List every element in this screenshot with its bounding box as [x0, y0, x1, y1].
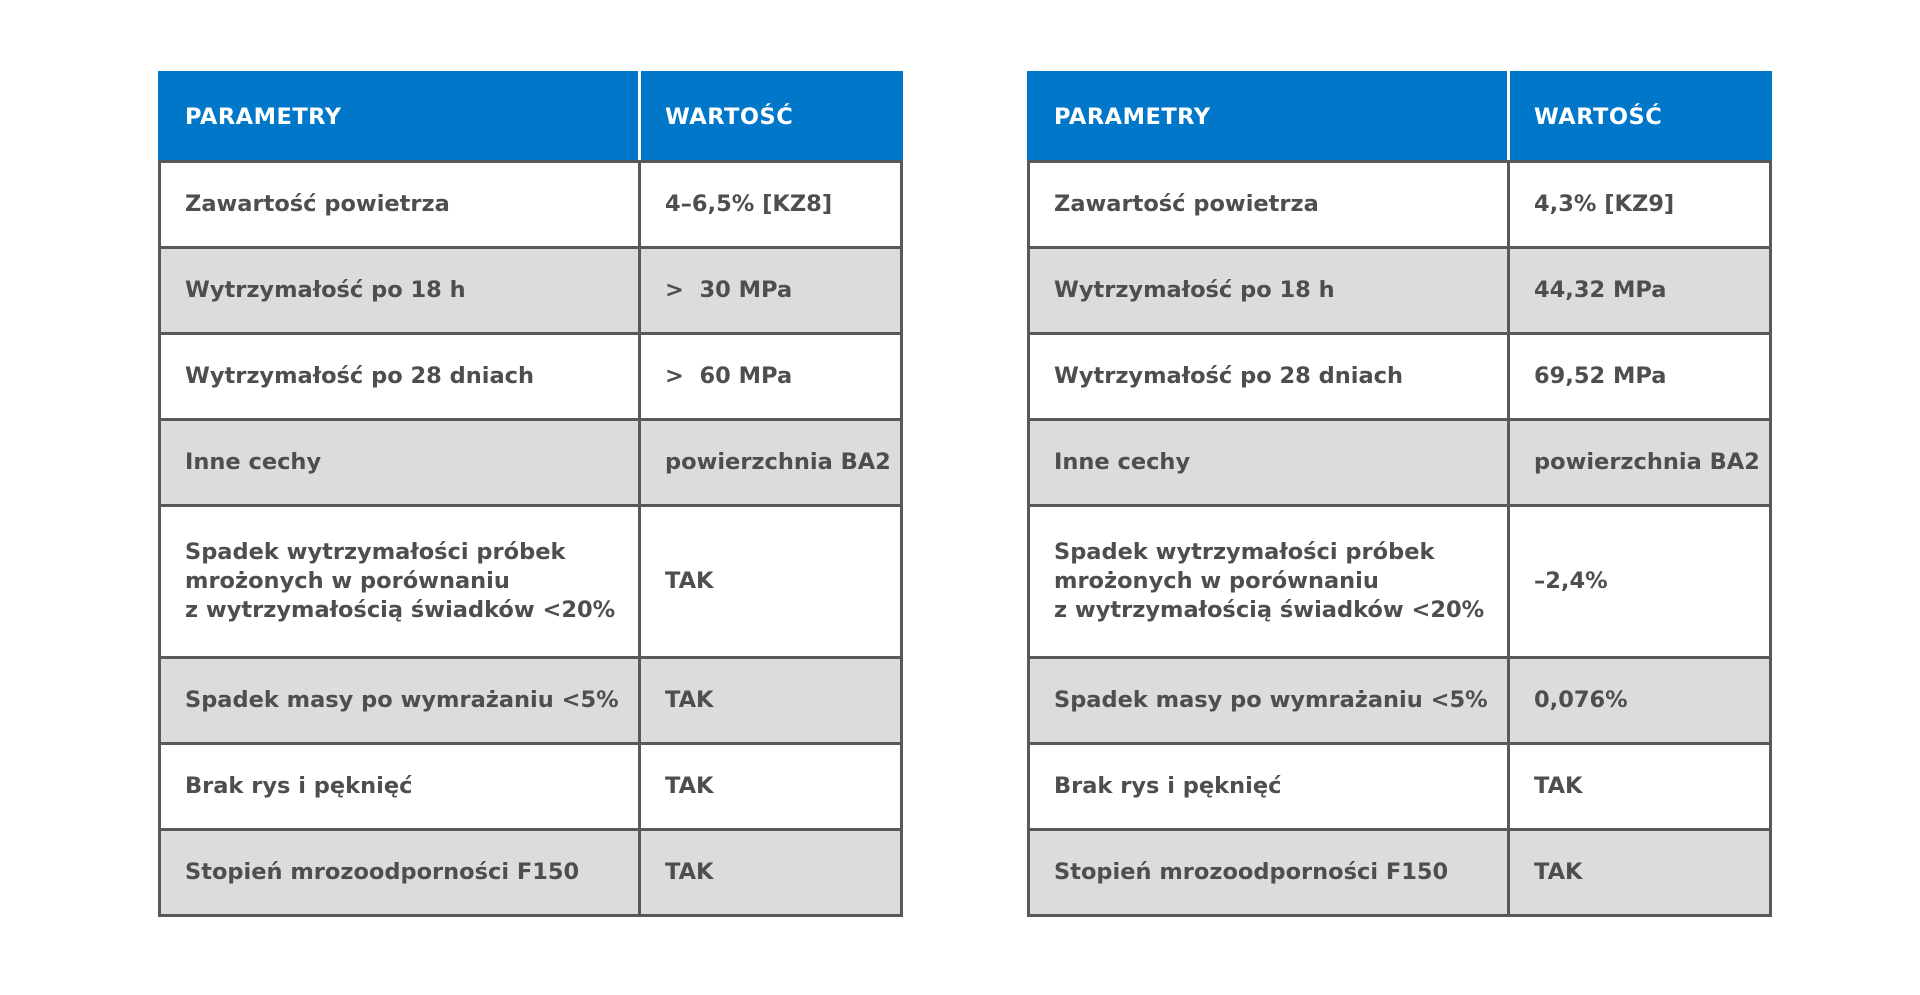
requirements-table	[158, 71, 903, 917]
param-cell: Zawartość powietrza	[160, 162, 640, 248]
param-cell: Wytrzymałość po 28 dniach	[1029, 334, 1509, 420]
table-row	[160, 420, 902, 506]
value-cell: TAK	[640, 744, 902, 830]
param-cell: Zawartość powietrza	[1029, 162, 1509, 248]
table-row	[160, 744, 902, 830]
table-row	[1029, 248, 1771, 334]
table-row	[160, 830, 902, 916]
header-value: WARTOŚĆ	[640, 73, 902, 162]
table-row	[1029, 506, 1771, 658]
param-cell: Spadek wytrzymałości próbek mrożonych w porównaniu z wytrzymałością świadków <20%	[1029, 506, 1509, 658]
table-row	[1029, 658, 1771, 744]
param-cell: Wytrzymałość po 18 h	[1029, 248, 1509, 334]
table-row	[160, 658, 902, 744]
param-cell: Wytrzymałość po 18 h	[160, 248, 640, 334]
value-cell: > 60 MPa	[640, 334, 902, 420]
header-value: WARTOŚĆ	[1509, 73, 1771, 162]
table-row	[1029, 830, 1771, 916]
param-cell: Inne cechy	[1029, 420, 1509, 506]
value-cell: 44,32 MPa	[1509, 248, 1771, 334]
value-cell: 69,52 MPa	[1509, 334, 1771, 420]
param-cell: Inne cechy	[160, 420, 640, 506]
table-header-row	[160, 73, 902, 162]
param-cell: Brak rys i pęknięć	[1029, 744, 1509, 830]
table-row	[160, 162, 902, 248]
results-table	[1027, 71, 1772, 917]
param-cell: Stopień mrozoodporności F150	[1029, 830, 1509, 916]
value-cell: –2,4%	[1509, 506, 1771, 658]
value-cell: 4,3% [KZ9]	[1509, 162, 1771, 248]
param-cell: Spadek masy po wymrażaniu <5%	[160, 658, 640, 744]
value-cell: TAK	[640, 658, 902, 744]
table-row	[1029, 744, 1771, 830]
table-row	[1029, 334, 1771, 420]
value-cell: TAK	[1509, 744, 1771, 830]
value-cell: TAK	[640, 506, 902, 658]
table-row	[1029, 162, 1771, 248]
header-parameters: PARAMETRY	[1029, 73, 1509, 162]
param-cell: Wytrzymałość po 28 dniach	[160, 334, 640, 420]
value-cell: 0,076%	[1509, 658, 1771, 744]
header-parameters: PARAMETRY	[160, 73, 640, 162]
value-cell: TAK	[1509, 830, 1771, 916]
value-cell: powierzchnia BA2	[1509, 420, 1771, 506]
value-cell: > 30 MPa	[640, 248, 902, 334]
table-row	[160, 506, 902, 658]
param-cell: Spadek wytrzymałości próbek mrożonych w porównaniu z wytrzymałością świadków <20%	[160, 506, 640, 658]
value-cell: TAK	[640, 830, 902, 916]
param-cell: Brak rys i pęknięć	[160, 744, 640, 830]
table-row	[160, 334, 902, 420]
param-cell: Spadek masy po wymrażaniu <5%	[1029, 658, 1509, 744]
table-row	[160, 248, 902, 334]
param-cell: Stopień mrozoodporności F150	[160, 830, 640, 916]
value-cell: 4–6,5% [KZ8]	[640, 162, 902, 248]
table-header-row	[1029, 73, 1771, 162]
table-row	[1029, 420, 1771, 506]
value-cell: powierzchnia BA2	[640, 420, 902, 506]
